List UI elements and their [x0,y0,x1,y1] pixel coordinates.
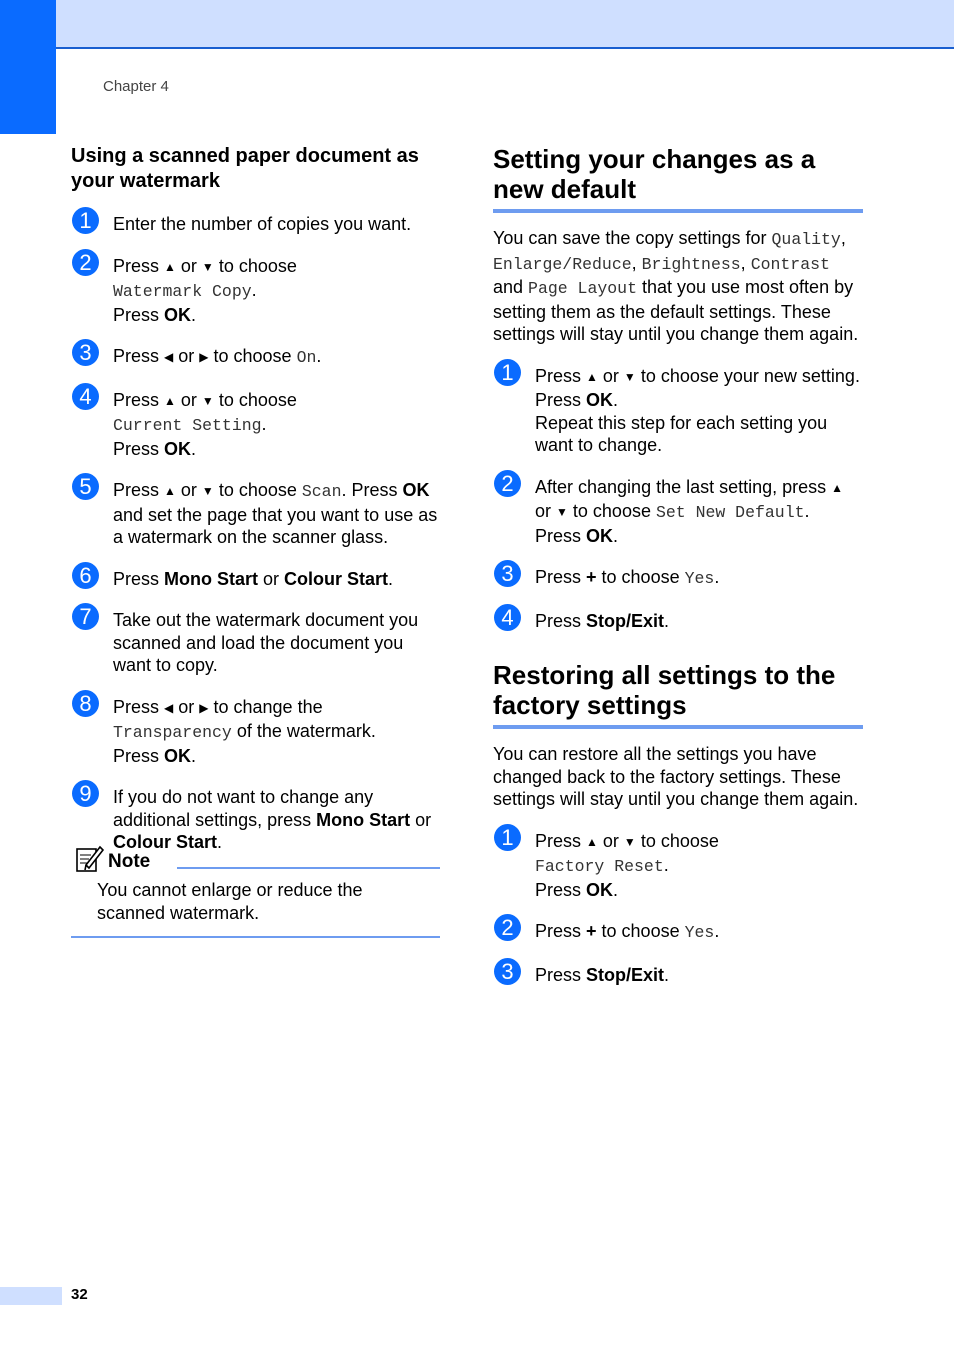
text-run: . [613,525,619,546]
text-run: Press [535,567,587,587]
step-text [113,255,441,327]
text-run: . [191,745,197,766]
down-arrow-icon: ▼ [201,393,214,408]
step-item [71,383,441,461]
text-run: to choose [635,830,719,851]
text-run: You can save the copy settings for [493,228,772,248]
text-run: or [258,568,285,589]
step-number-badge: 3 [494,560,521,587]
factory-reset-steps [493,824,863,987]
text-run: or [597,365,624,386]
step-text [535,610,863,633]
note-pencil-icon [74,843,104,873]
step-number-badge: 2 [494,470,521,497]
down-arrow-icon: ▼ [623,834,636,849]
step-number-badge: 1 [494,824,521,851]
step-text [113,345,441,370]
text-run: Press [535,525,587,546]
left-arrow-icon: ◀ [164,350,174,364]
text-run: Enter the number of copies you want. [113,214,412,234]
lcd-menu-text: Transparency [113,723,232,742]
button-name: Colour Start [284,568,389,589]
text-run: to choose [567,501,656,521]
section-rule [493,725,863,729]
step-text [535,476,863,548]
step-number-badge: 4 [494,604,521,631]
text-run: that you use most often by setting them as the default settings. These settings will stay until you change them again. [493,277,859,344]
text-run: Press [113,389,165,410]
text-run: or [535,501,557,521]
text-run: to choose [596,921,685,941]
left-column [71,144,441,854]
step-number-badge: 2 [494,914,521,941]
text-run: to choose [208,346,297,366]
down-arrow-icon: ▼ [556,505,568,519]
step-item [71,562,441,591]
lcd-menu-text: Scan [301,482,342,501]
note-text: You cannot enlarge or reduce the scanned watermark. [97,880,363,923]
text-run: Press [113,745,165,766]
right-arrow-icon: ▶ [199,700,209,715]
step-number-badge: 7 [72,603,99,630]
button-name: + [586,567,597,587]
text-run: . [664,610,670,631]
note-box [71,843,440,938]
text-run: or [173,346,200,366]
text-run: . [191,438,197,459]
text-run: or [173,696,200,717]
down-arrow-icon: ▼ [201,259,214,274]
text-run: Press [535,390,587,410]
text-run: , [631,252,642,273]
lcd-menu-text: Current Setting [113,416,262,435]
text-run: . [316,346,322,366]
text-run: Press [535,610,587,631]
step-text [535,365,863,457]
note-title: Note [108,851,151,872]
up-arrow-icon: ▲ [164,484,176,498]
step-text [113,389,441,461]
text-run: to choose [213,480,302,500]
step-number-badge: 3 [494,958,521,985]
step-text [113,609,441,677]
up-arrow-icon: ▲ [164,259,176,274]
step-item [71,249,441,327]
text-run: , [840,228,846,248]
text-run: After changing the last setting, press [535,476,832,497]
step-text [113,479,441,549]
step-item [493,561,863,591]
new-default-steps [493,359,863,633]
step-number-badge: 6 [72,562,99,589]
text-run: . Press [341,480,403,500]
step-number-badge: 8 [72,690,99,717]
text-run: . [613,879,619,900]
text-run: or [175,389,202,410]
lcd-menu-text: On [296,348,317,367]
button-name: OK [164,745,192,766]
lcd-menu-text: Yes [684,923,715,942]
text-run: Press [113,480,165,500]
step-number-badge: 3 [72,339,99,366]
text-run: . [664,964,670,985]
button-name: Colour Start [113,832,218,852]
text-run: Press [535,830,587,851]
step-item [71,604,441,677]
step-item [493,915,863,945]
text-run: or [175,480,202,500]
text-run: Press [535,921,587,941]
text-run: or [410,809,432,830]
step-number-badge: 1 [494,359,521,386]
text-run: Press [113,346,165,366]
text-run: or [597,830,624,851]
button-name: OK [586,879,614,900]
step-text [535,566,863,591]
button-name: Mono Start [164,568,259,589]
button-name: OK [586,525,614,546]
step-item [71,690,441,768]
text-run: . [217,832,223,852]
step-item [493,359,863,457]
text-run: Press [535,964,587,985]
text-run: Press [113,255,165,276]
text-run: . [714,567,720,587]
text-run: or [175,255,202,276]
right-arrow-icon: ▶ [199,350,209,364]
button-name: OK [586,390,614,410]
text-run: . [663,855,669,875]
button-name: OK [164,304,192,325]
text-run: of the watermark. [231,721,376,741]
text-run: You can restore all the settings you have changed back to the factory settings. These settings will stay until you change them again. [493,744,859,809]
text-run: , [740,252,751,273]
page-number: 32 [71,1286,88,1303]
button-name: Stop/Exit [586,610,665,631]
text-run: . [388,568,394,589]
up-arrow-icon: ▲ [831,480,844,495]
step-item [493,958,863,987]
step-item [71,474,441,549]
text-run: . [804,501,810,521]
header-band [0,0,954,49]
footer-band [0,1287,62,1305]
lcd-menu-text: Yes [684,569,715,588]
button-name: Stop/Exit [586,964,665,985]
step-number-badge: 5 [72,473,99,500]
step-number-badge: 1 [72,207,99,234]
text-run: Press [535,879,587,900]
text-run: to change the [208,696,323,717]
text-run: Press [113,304,165,325]
text-run: Repeat this step for each setting you want to change. [535,412,828,455]
lcd-menu-text: Watermark Copy [113,282,252,301]
lcd-menu-text: Set New Default [655,503,805,522]
watermark-heading: Using a scanned paper document as your watermark [71,145,419,192]
step-item [493,470,863,548]
text-run: . [191,304,197,325]
text-run: to choose [596,567,685,587]
button-name: OK [402,480,430,500]
new-default-intro [493,227,863,346]
text-run: . [714,921,720,941]
step-text [535,964,863,987]
step-item [493,824,863,902]
text-run: If you do not want to change any additional settings, press [113,787,374,830]
text-run: Press [113,568,165,589]
text-run: . [613,390,619,410]
lcd-menu-text: Brightness [641,254,741,274]
button-name: OK [164,438,192,459]
lcd-menu-text: Contrast [750,254,830,274]
text-run: Press [535,365,587,386]
text-run: Press [113,438,165,459]
text-run: . [251,280,257,300]
factory-reset-heading: Restoring all settings to the factory settings [493,660,836,720]
text-run: to choose [213,389,297,410]
step-text [113,696,441,768]
step-number-badge: 2 [72,249,99,276]
section-rule [493,209,863,213]
step-item [71,340,441,370]
lcd-menu-text: Factory Reset [535,857,664,876]
down-arrow-icon: ▼ [623,369,636,384]
step-number-badge: 9 [72,780,99,807]
step-item [71,208,441,236]
text-run: and set the page that you want to use as a watermark on the scanner glass. [113,504,438,547]
step-text [113,213,441,236]
right-column [493,144,863,986]
text-run: and [493,277,529,297]
lcd-menu-text: Enlarge/Reduce [493,254,632,274]
new-default-heading: Setting your changes as a new default [493,144,816,204]
text-run: Press [113,696,165,717]
step-text [113,568,441,591]
factory-reset-intro [493,743,863,811]
step-text [535,920,863,945]
step-text [535,830,863,902]
note-divider [177,867,440,869]
lcd-menu-text: Page Layout [528,279,637,298]
up-arrow-icon: ▲ [164,393,176,408]
text-run: to choose [213,255,297,276]
button-name: + [586,921,597,941]
step-number-badge: 4 [72,383,99,410]
chapter-tab [0,0,56,134]
text-run: to choose your new setting. [635,365,860,386]
text-run: Take out the watermark document you scanned and load the document you want to copy. [113,610,419,675]
left-arrow-icon: ◀ [164,700,174,715]
step-item [493,604,863,633]
up-arrow-icon: ▲ [586,369,598,384]
down-arrow-icon: ▼ [201,484,214,498]
watermark-steps [71,208,441,854]
button-name: Mono Start [316,809,411,830]
lcd-menu-text: Quality [771,230,841,249]
up-arrow-icon: ▲ [586,834,598,849]
text-run: . [261,414,267,434]
chapter-label: Chapter 4 [103,78,169,95]
